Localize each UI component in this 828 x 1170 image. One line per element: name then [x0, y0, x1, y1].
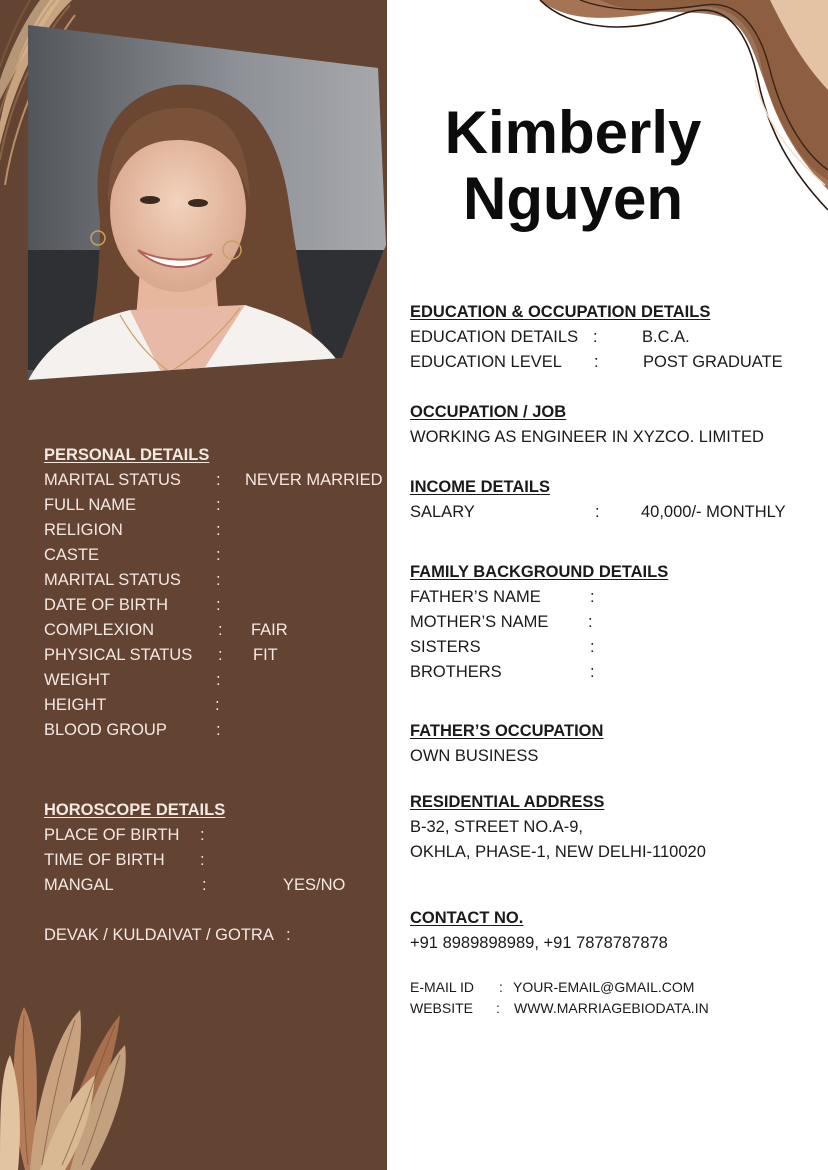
detail-separator: : [202, 876, 207, 894]
first-name: Kimberly [444, 99, 702, 166]
detail-separator: : [216, 546, 221, 564]
detail-row [44, 873, 384, 898]
family-section [410, 560, 810, 685]
profile-name [387, 100, 759, 232]
detail-row [44, 593, 384, 618]
detail-label: TIME OF BIRTH [44, 851, 165, 869]
detail-row [44, 618, 384, 643]
section-heading: HOROSCOPE DETAILS [44, 801, 226, 819]
detail-row [44, 923, 384, 948]
detail-label: WEIGHT [44, 671, 110, 689]
occupation-text: WORKING AS ENGINEER IN XYZCO. LIMITED [410, 428, 764, 446]
email-value[interactable]: YOUR-EMAIL@GMAIL.COM [513, 979, 695, 995]
detail-row [410, 660, 810, 685]
detail-value: FIT [253, 646, 278, 664]
detail-label: SALARY [410, 503, 475, 521]
detail-separator: : [200, 826, 205, 844]
detail-row [410, 350, 810, 375]
section-heading: INCOME DETAILS [410, 478, 550, 496]
website-value[interactable]: WWW.MARRIAGEBIODATA.IN [514, 1000, 709, 1016]
section-heading: FAMILY BACKGROUND DETAILS [410, 563, 669, 581]
email-label: E-MAIL ID [410, 979, 475, 995]
detail-label: PHYSICAL STATUS [44, 646, 193, 664]
detail-label: FULL NAME [44, 496, 136, 514]
detail-label: MARITAL STATUS [44, 471, 181, 489]
detail-row [44, 568, 384, 593]
occupation-section [410, 400, 810, 450]
detail-label: CASTE [44, 546, 100, 564]
detail-separator: : [216, 571, 221, 589]
detail-value: B.C.A. [642, 328, 690, 346]
detail-separator: : [588, 613, 593, 631]
detail-separator: : [216, 671, 221, 689]
contact-section [410, 906, 810, 956]
profile-photo [0, 0, 400, 400]
detail-label: COMPLEXION [44, 621, 155, 639]
detail-row [44, 693, 384, 718]
detail-label: MARITAL STATUS [44, 571, 181, 589]
detail-separator: : [286, 926, 291, 944]
detail-row [44, 823, 384, 848]
spacer-row [44, 898, 384, 923]
section-heading: RESIDENTIAL ADDRESS [410, 793, 605, 811]
section-heading: CONTACT NO. [410, 909, 524, 927]
father-occupation-section [410, 719, 810, 769]
detail-label: EDUCATION LEVEL [410, 353, 562, 371]
detail-value: 40,000/- MONTHLY [641, 503, 786, 521]
detail-row [44, 848, 384, 873]
contact-phones: +91 8989898989, +91 7878787878 [410, 934, 668, 952]
detail-row [44, 668, 384, 693]
personal-details-section [44, 443, 384, 743]
detail-separator: : [200, 851, 205, 869]
detail-row [44, 543, 384, 568]
detail-separator: : [590, 663, 595, 681]
detail-value: POST GRADUATE [643, 353, 783, 371]
detail-separator: : [215, 696, 220, 714]
detail-row [44, 718, 384, 743]
detail-row [410, 325, 810, 350]
email-separator: : [499, 979, 503, 995]
email-row [410, 977, 810, 998]
detail-separator: : [216, 471, 221, 489]
last-name: Nguyen [462, 165, 684, 232]
section-heading: FATHER’S OCCUPATION [410, 722, 604, 740]
detail-value: FAIR [251, 621, 288, 639]
detail-separator: : [595, 503, 600, 521]
detail-separator: : [218, 646, 223, 664]
website-label: WEBSITE [410, 1000, 474, 1016]
detail-label: DATE OF BIRTH [44, 596, 169, 614]
section-heading: PERSONAL DETAILS [44, 446, 210, 464]
detail-row [44, 518, 384, 543]
detail-value: NEVER MARRIED [245, 471, 383, 489]
leaf-decoration-bottom-left-icon [0, 995, 150, 1170]
online-contact-section [410, 977, 810, 1019]
detail-label: FATHER’S NAME [410, 588, 541, 606]
detail-row [410, 610, 810, 635]
detail-label: DEVAK / KULDAIVAT / GOTRA [44, 926, 274, 944]
education-section [410, 300, 810, 375]
income-section [410, 475, 810, 525]
detail-row [410, 585, 810, 610]
website-row [410, 998, 810, 1019]
detail-label: RELIGION [44, 521, 123, 539]
address-line-1: B-32, STREET NO.A-9, [410, 818, 583, 836]
detail-label: EDUCATION DETAILS [410, 328, 579, 346]
detail-separator: : [216, 721, 221, 739]
detail-label: PLACE OF BIRTH [44, 826, 180, 844]
detail-label: MOTHER’S NAME [410, 613, 549, 631]
father-occupation-text: OWN BUSINESS [410, 747, 539, 765]
address-section [410, 790, 810, 865]
address-line-2: OKHLA, PHASE-1, NEW DELHI-110020 [410, 843, 706, 861]
horoscope-details-section [44, 798, 384, 948]
detail-label: HEIGHT [44, 696, 107, 714]
website-separator: : [496, 1000, 500, 1016]
section-heading: EDUCATION & OCCUPATION DETAILS [410, 303, 711, 321]
detail-label: BLOOD GROUP [44, 721, 167, 739]
section-heading: OCCUPATION / JOB [410, 403, 567, 421]
detail-row [410, 500, 810, 525]
detail-row [410, 635, 810, 660]
detail-separator: : [216, 596, 221, 614]
detail-value: YES/NO [283, 876, 346, 894]
detail-separator: : [216, 496, 221, 514]
detail-row [44, 493, 384, 518]
detail-row [44, 643, 384, 668]
detail-label: MANGAL [44, 876, 114, 894]
detail-separator: : [593, 328, 598, 346]
detail-label: SISTERS [410, 638, 481, 656]
detail-separator: : [590, 588, 595, 606]
detail-label: BROTHERS [410, 663, 502, 681]
detail-separator: : [216, 521, 221, 539]
detail-separator: : [590, 638, 595, 656]
detail-separator: : [594, 353, 599, 371]
detail-row [44, 468, 384, 493]
detail-separator: : [218, 621, 223, 639]
